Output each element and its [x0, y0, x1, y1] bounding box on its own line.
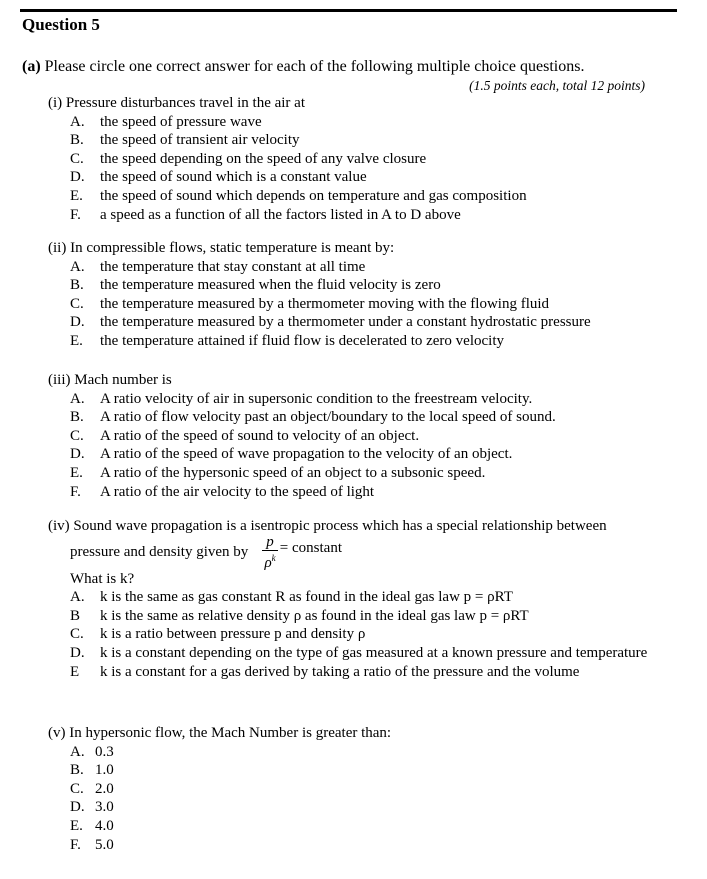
option-text: the speed of sound which is a constant value: [100, 169, 367, 186]
answer-option[interactable]: [70, 780, 668, 799]
option-text: k is a constant depending on the type of gas measured at a known pressure and temperature: [100, 644, 648, 661]
option-letter: C.: [70, 626, 84, 643]
question-stem-text: Pressure disturbances travel in the air at: [65, 95, 306, 111]
stem-text: pressure and density given by: [70, 544, 249, 561]
option-text: the temperature attained if fluid flow is decelerated to zero velocity: [100, 332, 504, 349]
option-text: A ratio velocity of air in supersonic condition to the freestream velocity.: [100, 390, 533, 407]
option-text: k is the same as gas constant R as found in the ideal gas law p = ρRT: [100, 589, 513, 606]
option-letter: A.: [70, 743, 85, 760]
question-stem: [48, 517, 668, 536]
option-letter: A.: [70, 113, 85, 130]
answer-option[interactable]: [70, 187, 668, 206]
option-text: A ratio of the air velocity to the speed of light: [100, 483, 375, 500]
option-letter: E.: [70, 187, 83, 204]
option-text: the temperature measured by a thermometer moving with the flowing fluid: [100, 295, 550, 312]
option-letter: B.: [70, 132, 84, 149]
option-letter: A.: [70, 258, 85, 275]
points-note: (1.5 points each, total 12 points): [469, 78, 645, 93]
option-letter: A.: [70, 589, 85, 606]
option-text: A ratio of the hypersonic speed of an object to a subsonic speed.: [100, 464, 486, 481]
question-2: [48, 239, 668, 351]
top-rule: [20, 9, 677, 12]
question-stem-text: Mach number is: [74, 372, 172, 388]
option-text: 1.0: [95, 762, 114, 779]
answer-option[interactable]: [70, 150, 668, 169]
instruction-text: Please circle one correct answer for each of the following multiple choice questions.: [44, 58, 585, 75]
option-text: k is a constant for a gas derived by taking a ratio of the pressure and the volume: [100, 663, 580, 680]
option-letter: D.: [70, 169, 85, 186]
question-number: (iv): [48, 518, 70, 534]
option-text: 4.0: [95, 817, 114, 834]
answer-option[interactable]: [70, 313, 668, 332]
instruction: [22, 58, 584, 76]
option-letter: E: [70, 663, 80, 680]
option-text: 3.0: [95, 799, 114, 816]
question-stem: [48, 724, 668, 743]
question-stem-continued: [70, 533, 668, 571]
formula-numerator: p: [262, 535, 278, 551]
part-label: (a): [22, 58, 41, 75]
answer-option[interactable]: [70, 168, 668, 187]
option-letter: F.: [70, 483, 81, 500]
option-text: a speed as a function of all the factors listed in A to D above: [100, 206, 461, 223]
question-stem-text: In compressible flows, static temperature is meant by:: [70, 240, 395, 256]
answer-option[interactable]: [70, 663, 668, 682]
question-stem-text: In hypersonic flow, the Mach Number is greater than:: [69, 725, 392, 741]
option-letter: C.: [70, 295, 84, 312]
question-stem: [48, 371, 668, 390]
option-letter: A.: [70, 390, 85, 407]
question-number: (iii): [48, 372, 71, 388]
option-text: the temperature that stay constant at all time: [100, 258, 366, 275]
question-4: [48, 517, 668, 681]
option-letter: B.: [70, 409, 84, 426]
option-letter: B.: [70, 277, 84, 294]
formula-fraction: [262, 535, 278, 571]
answer-option[interactable]: [70, 332, 668, 351]
option-text: k is a ratio between pressure p and density ρ: [100, 626, 366, 643]
question-title: Question 5: [22, 15, 100, 34]
option-text: A ratio of the speed of sound to velocity of an object.: [100, 427, 420, 444]
option-letter: F.: [70, 206, 81, 223]
answer-option[interactable]: [70, 761, 668, 780]
answer-option[interactable]: [70, 408, 668, 427]
answer-option[interactable]: [70, 743, 668, 762]
question-number: (v): [48, 725, 66, 741]
question-5: [48, 724, 668, 854]
option-text: the speed of sound which depends on temperature and gas composition: [100, 187, 527, 204]
question-stem: [48, 94, 668, 113]
option-letter: E.: [70, 464, 83, 481]
answer-option[interactable]: [70, 625, 668, 644]
answer-option[interactable]: [70, 464, 668, 483]
formula-exponent: k: [271, 552, 276, 563]
option-letter: F.: [70, 836, 81, 853]
answer-option[interactable]: [70, 817, 668, 836]
option-text: A ratio of the speed of wave propagation to the velocity of an object.: [100, 446, 513, 463]
option-letter: E.: [70, 817, 83, 834]
option-text: the speed depending on the speed of any valve closure: [100, 150, 427, 167]
option-letter: E.: [70, 332, 83, 349]
answer-option[interactable]: [70, 588, 668, 607]
option-letter: D.: [70, 446, 85, 463]
option-text: the speed of pressure wave: [100, 113, 262, 130]
answer-option[interactable]: [70, 445, 668, 464]
sub-question: What is k?: [70, 570, 135, 587]
option-letter: B: [70, 607, 81, 624]
option-text: 0.3: [95, 743, 114, 760]
option-letter: C.: [70, 780, 84, 797]
answer-option[interactable]: [70, 390, 668, 409]
question-stem: [48, 239, 668, 258]
answer-option[interactable]: [70, 206, 668, 225]
option-letter: C.: [70, 427, 84, 444]
option-text: 2.0: [95, 780, 114, 797]
formula-rhs: = constant: [279, 540, 342, 557]
option-letter: C.: [70, 150, 84, 167]
answer-option[interactable]: [70, 258, 668, 277]
option-text: 5.0: [95, 836, 114, 853]
answer-option[interactable]: [70, 644, 668, 663]
question-number: (i): [48, 95, 63, 111]
option-letter: D.: [70, 314, 85, 331]
question-number: (ii): [48, 240, 67, 256]
answer-option[interactable]: [70, 427, 668, 446]
option-letter: B.: [70, 762, 84, 779]
formula-denominator: [264, 551, 275, 571]
answer-option[interactable]: [70, 798, 668, 817]
answer-option[interactable]: [70, 113, 668, 132]
answer-option[interactable]: [70, 607, 668, 626]
option-text: A ratio of flow velocity past an object/boundary to the local speed of sound.: [100, 409, 556, 426]
question-3: [48, 371, 668, 501]
answer-option[interactable]: [70, 131, 668, 150]
answer-option[interactable]: [70, 483, 668, 502]
option-text: the temperature measured by a thermometer under a constant hydrostatic pressure: [100, 314, 591, 331]
option-letter: D.: [70, 644, 85, 661]
question-stem-text: Sound wave propagation is a isentropic process which has a special relationship between: [73, 518, 607, 534]
answer-option[interactable]: [70, 276, 668, 295]
option-text: the speed of transient air velocity: [100, 132, 300, 149]
formula-base: ρ: [264, 554, 272, 571]
answer-option[interactable]: [70, 295, 668, 314]
option-letter: D.: [70, 799, 85, 816]
option-text: k is the same as relative density ρ as found in the ideal gas law p = ρRT: [100, 607, 529, 624]
question-1: [48, 94, 668, 224]
answer-option[interactable]: [70, 836, 668, 855]
option-text: the temperature measured when the fluid velocity is zero: [100, 277, 441, 294]
